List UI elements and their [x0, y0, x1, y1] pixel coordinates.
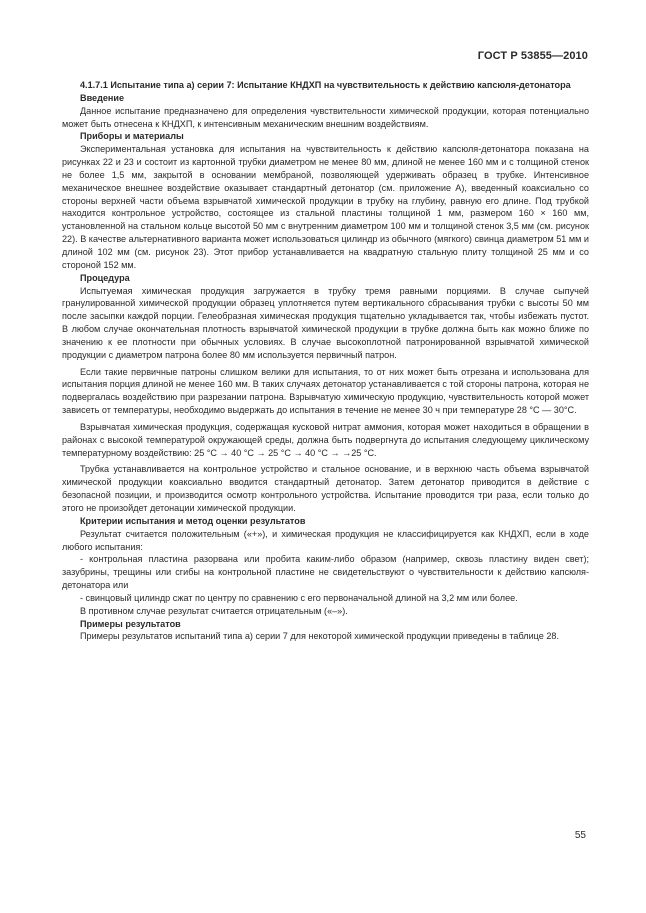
paragraph: Данное испытание предназначено для определения чувствительности химической продукции, которая потенциально может быть отнесена к КНДХП, к интенсивным механическим внешним воздействиям.	[62, 105, 589, 129]
document-body	[62, 79, 589, 643]
subheading-procedure: Процедура	[80, 272, 130, 283]
paragraph: Взрывчатая химическая продукция, содержащая кусковой нитрат аммония, которая может находиться в обращении в районах с высокой температурой окружающей среды, должна быть подвергнута до испытания следующему циклическому температурному воздействию: 25 °С → 40 °С → 25 °С → 40 °С → →25 °С.	[62, 421, 589, 458]
paragraph: Если такие первичные патроны слишком велики для испытания, то от них может быть отрезана и использована для испытания порция длиной не менее 160 мм. В таких случаях детонатор устанавливается с той стороны патрона, которая не подвергалась воздействию при разрезании патрона. Взрывчатую химическую продукцию, чувствительность которой может зависеть от температуры, необходимо выдержать до испытания в течение не менее 30 ч при температуре 28 °С — 30°С.	[62, 366, 589, 416]
subheading-equipment: Приборы и материалы	[80, 131, 184, 142]
list-item: - свинцовый цилиндр сжат по центру по сравнению с его первоначальной длиной на 3,2 мм или более.	[80, 592, 518, 603]
standard-header: ГОСТ Р 53855—2010	[477, 50, 588, 62]
subheading-introduction: Введение	[80, 92, 125, 103]
list-item: - контрольная пластина разорвана или пробита каким-либо образом (например, сквозь пластину виден свет); зазубрины, трещины или сгибы на контрольной пластине не свидетельствуют о чувствительности к действию капсюля-детонатора или	[62, 554, 589, 591]
subheading-criteria: Критерии испытания и метод оценки результатов	[80, 515, 306, 526]
section-title: 4.1.7.1 Испытание типа а) серии 7: Испытание КНДХП на чувствительность к действию капсюля-детонатора	[80, 80, 571, 90]
paragraph: Экспериментальная установка для испытания на чувствительность к действию капсюля-детонатора показана на рисунках 22 и 23 и состоит из картонной трубки диаметром не менее 80 мм, длиной не менее 160 мм и с толщиной стенок не более 1,5 мм, закрытой в основании мембраной, позволяющей удерживать образец в трубке. Интенсивное механическое внешнее воздействие оказывает стандартный детонатор (см. приложение А), введенный коаксиально со стороны верхней части объема взрывчатой химической продукции в трубку на глубину, равную его длине. Под трубкой находится контрольное устройство, состоящее из стальной пластины толщиной 1 мм, размером 160 × 160 мм, установленной на стальном кольце высотой 50 мм с внутренним диаметром 100 мм и толщиной стенок 3,5 мм (см. рисунок 22). В качестве альтернативного варианта может использоваться цилиндр из обычного (мягкого) свинца диаметром 51 мм и длиной 102 мм (см. рисунок 23). Этот прибор устанавливается на квадратную стальную плиту толщиной 25 мм и со стороной 152 мм.	[62, 144, 590, 270]
paragraph: Результат считается положительным («+»), и химическая продукция не классифицируется как КНДХП, если в ходе любого испытания:	[62, 528, 589, 552]
paragraph: Трубка устанавливается на контрольное устройство и стальное основание, и в верхнюю часть объема взрывчатой химической продукции коаксиально вводится стандартный детонатор. Затем детонатор приводится в действие с безопасной позиции, и производится осмотр контрольного устройства. Испытание проводится три раза, если только до этого не произойдет детонации химической продукции.	[62, 464, 589, 513]
page-number: 55	[574, 830, 586, 841]
paragraph: Испытуемая химическая продукция загружается в трубку тремя равными порциями. В случае сыпучей гранулированной химической продукции образец уплотняется путем вертикального сбрасывания трубки с высоты 50 мм после засыпки каждой порции. Гелеобразная химическая продукция тщательно укладывается так, чтобы избежать пустот. В любом случае окончательная плотность взрывчатой химической продукции в трубке должна быть как можно ближе по значению к ее плотности при обычных условиях. В случае высокоплотной патронированной взрывчатой химической продукции с диаметром патрона более 80 мм используется первичный патрон.	[62, 285, 589, 360]
subheading-examples: Примеры результатов	[80, 618, 181, 629]
paragraph: Примеры результатов испытаний типа а) серии 7 для некоторой химической продукции приведены в таблице 28.	[80, 631, 560, 642]
paragraph: В противном случае результат считается отрицательным («–»).	[80, 605, 348, 616]
